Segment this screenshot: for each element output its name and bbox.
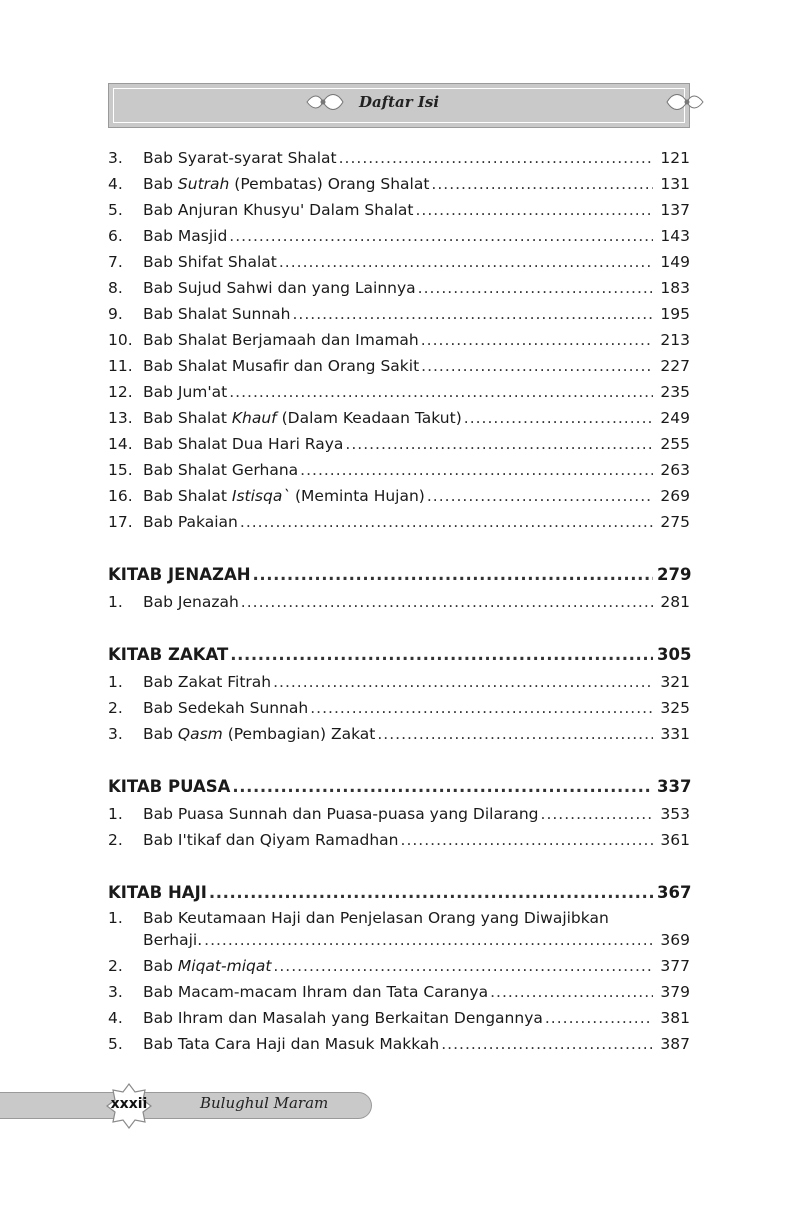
entry-page: 143 (660, 227, 690, 245)
dot-leader (230, 641, 653, 669)
dot-leader (541, 801, 653, 827)
kitab-title: KITAB ZAKAT (108, 645, 229, 664)
kitab-title: KITAB JENAZAH (108, 565, 251, 584)
entry-page: 131 (660, 175, 690, 193)
toc-entry[interactable] (108, 275, 690, 301)
entry-page: 263 (660, 461, 690, 479)
entry-page: 331 (660, 725, 690, 743)
toc-entry[interactable] (108, 249, 690, 275)
entry-page: 195 (660, 305, 690, 323)
entry-number: 2. (108, 831, 123, 849)
page-number: xxxii (110, 1096, 148, 1112)
dot-leader (345, 431, 653, 457)
entry-page: 183 (660, 279, 690, 297)
entry-title: Bab Shalat Khauf (Dalam Keadaan Takut) (143, 409, 462, 427)
entry-number: 3. (108, 983, 123, 1001)
dot-leader (273, 669, 653, 695)
entry-number: 1. (108, 673, 123, 691)
toc-section-haji (108, 953, 690, 1057)
entry-title: Berhaji. (143, 931, 203, 949)
entry-title: Bab Shalat Musafir dan Orang Sakit (143, 357, 420, 375)
dot-leader (293, 301, 654, 327)
dot-leader (310, 695, 653, 721)
entry-number: 16. (108, 487, 133, 505)
floral-ornament-icon (665, 89, 705, 115)
entry-number: 14. (108, 435, 133, 453)
toc-entry[interactable] (108, 509, 690, 535)
toc-entry[interactable] (108, 483, 690, 509)
entry-page: 121 (660, 149, 690, 167)
entry-title: Bab Shalat Dua Hari Raya (143, 435, 344, 453)
entry-page: 255 (660, 435, 690, 453)
toc-entry[interactable] (108, 827, 690, 853)
entry-title: Bab Tata Cara Haji dan Masuk Makkah (143, 1035, 440, 1053)
book-title: Bulughul Maram (200, 1094, 329, 1112)
dot-leader (464, 405, 653, 431)
toc-entry[interactable] (108, 589, 690, 615)
dot-leader (273, 953, 653, 979)
entry-number: 3. (108, 149, 123, 167)
entry-number: 1. (108, 909, 123, 927)
dot-leader (427, 483, 653, 509)
entry-number: 2. (108, 957, 123, 975)
dot-leader (232, 773, 653, 801)
entry-number: 12. (108, 383, 133, 401)
entry-title: Bab Miqat-miqat (143, 957, 272, 975)
toc-entry[interactable] (108, 171, 690, 197)
entry-title: Bab Shifat Shalat (143, 253, 277, 271)
entry-number: 4. (108, 1009, 123, 1027)
entry-number: 5. (108, 1035, 123, 1053)
entry-title: Bab Shalat Sunnah (143, 305, 291, 323)
entry-page: 227 (660, 357, 690, 375)
kitab-page: 367 (657, 883, 692, 902)
toc-entry[interactable] (108, 405, 690, 431)
entry-title: Bab Puasa Sunnah dan Puasa-puasa yang Dilarang (143, 805, 539, 823)
toc-entry[interactable] (108, 1031, 690, 1057)
toc-section-puasa (108, 801, 690, 853)
entry-page: 235 (660, 383, 690, 401)
section-gap (108, 535, 690, 561)
entry-number: 9. (108, 305, 123, 323)
entry-page: 149 (660, 253, 690, 271)
entry-number: 15. (108, 461, 133, 479)
dot-leader (490, 979, 653, 1005)
toc-kitab-heading[interactable] (108, 641, 690, 669)
entry-number: 13. (108, 409, 133, 427)
toc-entry[interactable] (108, 431, 690, 457)
toc-entry[interactable] (108, 695, 690, 721)
entry-number: 11. (108, 357, 133, 375)
toc-entry[interactable] (108, 301, 690, 327)
dot-leader (209, 879, 653, 907)
entry-number: 1. (108, 805, 123, 823)
toc-entry[interactable] (108, 327, 690, 353)
entry-number: 8. (108, 279, 123, 297)
dot-leader (431, 171, 653, 197)
toc-entry-continuation[interactable] (108, 929, 690, 953)
section-gap (108, 747, 690, 773)
dot-leader (401, 827, 653, 853)
entry-title: Bab Shalat Gerhana (143, 461, 299, 479)
toc-kitab-heading[interactable] (108, 773, 690, 801)
dot-leader (377, 721, 653, 747)
entry-title: Bab Syarat-syarat Shalat (143, 149, 337, 167)
entry-page: 213 (660, 331, 690, 349)
dot-leader (229, 379, 653, 405)
entry-title: Bab Shalat Berjamaah dan Imamah (143, 331, 419, 349)
entry-page: 379 (660, 983, 690, 1001)
toc-section-zakat (108, 669, 690, 747)
toc-entry[interactable] (108, 721, 690, 747)
kitab-title: KITAB HAJI (108, 883, 207, 902)
entry-page: 381 (660, 1009, 690, 1027)
entry-title: Bab Keutamaan Haji dan Penjelasan Orang yang Diwajibkan (143, 909, 609, 927)
entry-title: Bab Qasm (Pembagian) Zakat (143, 725, 376, 743)
toc-entry[interactable] (108, 1005, 690, 1031)
entry-page: 321 (660, 673, 690, 691)
toc-entry[interactable] (108, 145, 690, 171)
dot-leader (441, 1031, 653, 1057)
entry-number: 6. (108, 227, 123, 245)
dot-leader (339, 145, 653, 171)
toc-entry[interactable] (108, 457, 690, 483)
toc-entry[interactable] (108, 801, 690, 827)
dot-leader (300, 457, 653, 483)
kitab-title: KITAB PUASA (108, 777, 231, 796)
kitab-page: 279 (657, 565, 692, 584)
toc-entry[interactable] (108, 379, 690, 405)
toc-section-jenazah (108, 589, 690, 615)
dot-leader (421, 353, 653, 379)
entry-number: 7. (108, 253, 123, 271)
kitab-page: 337 (657, 777, 692, 796)
toc-kitab-heading[interactable] (108, 879, 690, 907)
dot-leader (241, 589, 653, 615)
toc-entry[interactable] (108, 669, 690, 695)
table-of-contents (108, 145, 690, 1057)
section-gap (108, 615, 690, 641)
entry-page: 369 (660, 931, 690, 949)
toc-entry[interactable] (108, 353, 690, 379)
entry-title: Bab Jum'at (143, 383, 228, 401)
header-banner (108, 83, 690, 128)
dot-leader (279, 249, 653, 275)
toc-kitab-heading[interactable] (108, 561, 690, 589)
dot-leader (229, 223, 653, 249)
dot-leader (253, 561, 653, 589)
header-title: Daftar Isi (358, 93, 440, 111)
entry-page: 325 (660, 699, 690, 717)
entry-number: 2. (108, 699, 123, 717)
entry-title: Bab I'tikaf dan Qiyam Ramadhan (143, 831, 399, 849)
entry-title: Bab Anjuran Khusyu' Dalam Shalat (143, 201, 414, 219)
toc-entry[interactable] (108, 907, 690, 929)
entry-number: 17. (108, 513, 133, 531)
entry-title: Bab Sutrah (Pembatas) Orang Shalat (143, 175, 430, 193)
dot-leader (545, 1005, 653, 1031)
entry-number: 10. (108, 331, 133, 349)
entry-number: 4. (108, 175, 123, 193)
toc-entry[interactable] (108, 979, 690, 1005)
entry-title: Bab Zakat Fitrah (143, 673, 272, 691)
entry-page: 269 (660, 487, 690, 505)
toc-entry[interactable] (108, 953, 690, 979)
entry-title: Bab Sedekah Sunnah (143, 699, 309, 717)
entry-title: Bab Jenazah (143, 593, 239, 611)
entry-title: Bab Masjid (143, 227, 228, 245)
entry-page: 377 (660, 957, 690, 975)
dot-leader (204, 929, 653, 951)
entry-title: Bab Shalat Istisqa` (Meminta Hujan) (143, 487, 425, 505)
section-gap (108, 853, 690, 879)
entry-number: 1. (108, 593, 123, 611)
entry-page: 281 (660, 593, 690, 611)
dot-leader (240, 509, 653, 535)
entry-page: 361 (660, 831, 690, 849)
toc-entry[interactable] (108, 223, 690, 249)
entry-title: Bab Ihram dan Masalah yang Berkaitan Dengannya (143, 1009, 543, 1027)
entry-page: 387 (660, 1035, 690, 1053)
entry-title: Bab Sujud Sahwi dan yang Lainnya (143, 279, 416, 297)
kitab-page: 305 (657, 645, 692, 664)
entry-number: 3. (108, 725, 123, 743)
dot-leader (415, 197, 653, 223)
entry-title: Bab Pakaian (143, 513, 238, 531)
dot-leader (421, 327, 653, 353)
toc-section-shalat (108, 145, 690, 535)
entry-page: 353 (660, 805, 690, 823)
entry-page: 137 (660, 201, 690, 219)
entry-number: 5. (108, 201, 123, 219)
entry-page: 249 (660, 409, 690, 427)
dot-leader (418, 275, 653, 301)
toc-entry[interactable] (108, 197, 690, 223)
entry-page: 275 (660, 513, 690, 531)
entry-title: Bab Macam-macam Ihram dan Tata Caranya (143, 983, 489, 1001)
